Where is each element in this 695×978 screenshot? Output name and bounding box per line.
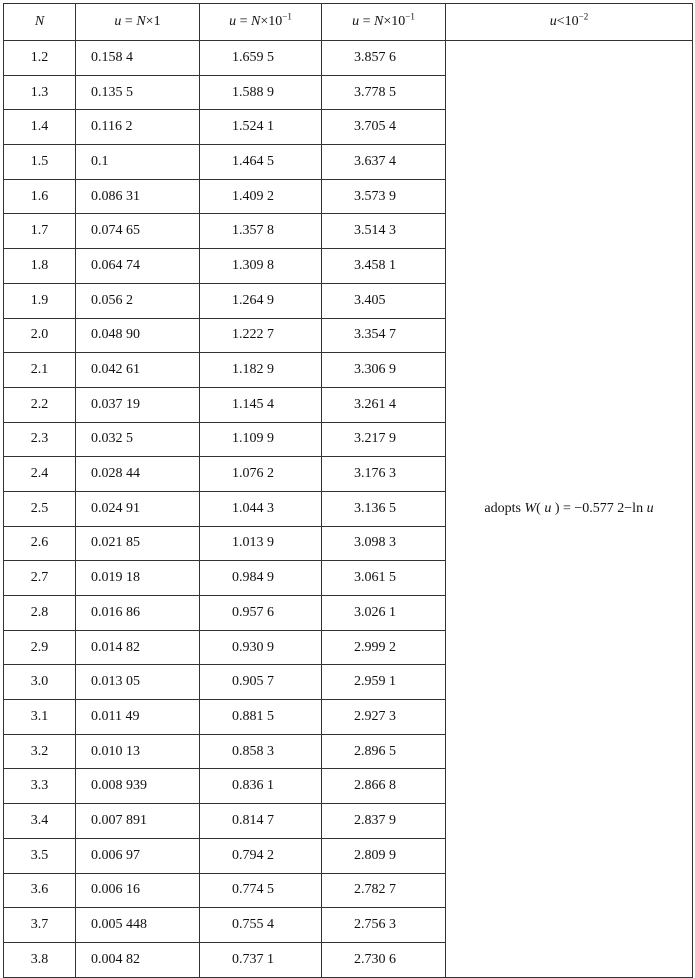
cell-u-n-times-1: 0.016 86 [76, 596, 200, 631]
cell-u-n-times-10-neg1-a: 1.044 3 [200, 491, 322, 526]
cell-u-n-times-10-neg1-a: 0.957 6 [200, 596, 322, 631]
cell-u-n-times-10-neg1-b: 3.637 4 [322, 145, 446, 180]
cell-u-n-times-10-neg1-b: 3.061 5 [322, 561, 446, 596]
cell-u-n-times-1: 0.116 2 [76, 110, 200, 145]
cell-u-n-times-10-neg1-a: 0.905 7 [200, 665, 322, 700]
cell-u-n-times-10-neg1-a: 1.659 5 [200, 41, 322, 76]
cell-n: 2.5 [4, 491, 76, 526]
header-u-n-times-1: u = N×1 [76, 4, 200, 41]
cell-u-n-times-1: 0.013 05 [76, 665, 200, 700]
cell-u-n-times-10-neg1-b: 2.866 8 [322, 769, 446, 804]
cell-u-n-times-10-neg1-a: 1.076 2 [200, 457, 322, 492]
cell-u-n-times-10-neg1-a: 0.737 1 [200, 942, 322, 977]
cell-n: 3.5 [4, 838, 76, 873]
cell-n: 2.6 [4, 526, 76, 561]
cell-u-n-times-1: 0.135 5 [76, 75, 200, 110]
cell-n: 1.7 [4, 214, 76, 249]
cell-u-n-times-1: 0.158 4 [76, 41, 200, 76]
cell-n: 2.3 [4, 422, 76, 457]
cell-n: 3.4 [4, 804, 76, 839]
cell-u-n-times-1: 0.037 19 [76, 387, 200, 422]
cell-u-n-times-10-neg1-b: 2.837 9 [322, 804, 446, 839]
cell-u-n-times-10-neg1-a: 0.881 5 [200, 700, 322, 735]
header-n: N [4, 4, 76, 41]
cell-u-n-times-1: 0.007 891 [76, 804, 200, 839]
cell-u-n-times-10-neg1-a: 0.755 4 [200, 908, 322, 943]
cell-u-n-times-1: 0.019 18 [76, 561, 200, 596]
cell-u-n-times-10-neg1-a: 0.774 5 [200, 873, 322, 908]
cell-n: 1.6 [4, 179, 76, 214]
cell-n: 3.7 [4, 908, 76, 943]
cell-u-n-times-10-neg1-b: 2.927 3 [322, 700, 446, 735]
cell-u-n-times-10-neg1-b: 2.730 6 [322, 942, 446, 977]
cell-u-n-times-10-neg1-a: 0.984 9 [200, 561, 322, 596]
cell-u-n-times-10-neg1-b: 3.176 3 [322, 457, 446, 492]
cell-u-n-times-10-neg1-a: 0.814 7 [200, 804, 322, 839]
cell-u-n-times-10-neg1-b: 3.514 3 [322, 214, 446, 249]
cell-u-n-times-1: 0.042 61 [76, 353, 200, 388]
cell-u-n-times-10-neg1-b: 2.809 9 [322, 838, 446, 873]
cell-u-n-times-1: 0.074 65 [76, 214, 200, 249]
cell-u-n-times-1: 0.024 91 [76, 491, 200, 526]
cell-u-n-times-10-neg1-a: 1.182 9 [200, 353, 322, 388]
cell-u-n-times-1: 0.008 939 [76, 769, 200, 804]
cell-u-n-times-1: 0.006 16 [76, 873, 200, 908]
cell-u-n-times-1: 0.086 31 [76, 179, 200, 214]
cell-u-n-times-10-neg1-a: 0.930 9 [200, 630, 322, 665]
cell-n: 2.7 [4, 561, 76, 596]
cell-u-n-times-1: 0.056 2 [76, 283, 200, 318]
header-u-less-than-10-neg2: $u<10^{-2}$ [446, 4, 693, 41]
cell-u-n-times-10-neg1-a: 1.264 9 [200, 283, 322, 318]
cell-u-n-times-1: 0.1 [76, 145, 200, 180]
cell-u-n-times-10-neg1-b: 3.857 6 [322, 41, 446, 76]
cell-n: 2.0 [4, 318, 76, 353]
cell-u-n-times-1: 0.005 448 [76, 908, 200, 943]
cell-u-n-times-10-neg1-a: 1.013 9 [200, 526, 322, 561]
cell-u-n-times-10-neg1-b: 2.782 7 [322, 873, 446, 908]
well-function-table [3, 3, 693, 978]
cell-n: 3.6 [4, 873, 76, 908]
cell-u-n-times-1: 0.048 90 [76, 318, 200, 353]
cell-n: 1.9 [4, 283, 76, 318]
approximation-note-cell: adopts W( u ) = −0.577 2−ln u [446, 41, 693, 978]
header-u-n-times-10-neg1-a: $u = N\times 10^{-1}$ [200, 4, 322, 41]
cell-u-n-times-10-neg1-a: 1.357 8 [200, 214, 322, 249]
cell-u-n-times-10-neg1-b: 3.136 5 [322, 491, 446, 526]
cell-u-n-times-10-neg1-a: 1.409 2 [200, 179, 322, 214]
cell-u-n-times-1: 0.010 13 [76, 734, 200, 769]
cell-u-n-times-10-neg1-b: 3.306 9 [322, 353, 446, 388]
cell-u-n-times-10-neg1-b: 3.098 3 [322, 526, 446, 561]
cell-u-n-times-1: 0.021 85 [76, 526, 200, 561]
cell-u-n-times-10-neg1-a: 1.524 1 [200, 110, 322, 145]
cell-u-n-times-10-neg1-b: 3.354 7 [322, 318, 446, 353]
cell-u-n-times-10-neg1-a: 1.309 8 [200, 249, 322, 284]
cell-u-n-times-10-neg1-a: 0.794 2 [200, 838, 322, 873]
cell-u-n-times-10-neg1-b: 2.999 2 [322, 630, 446, 665]
cell-n: 3.8 [4, 942, 76, 977]
cell-n: 1.8 [4, 249, 76, 284]
cell-u-n-times-10-neg1-b: 3.261 4 [322, 387, 446, 422]
cell-u-n-times-1: 0.004 82 [76, 942, 200, 977]
cell-u-n-times-10-neg1-b: 3.405 [322, 283, 446, 318]
cell-u-n-times-10-neg1-b: 3.458 1 [322, 249, 446, 284]
cell-u-n-times-1: 0.014 82 [76, 630, 200, 665]
table-row [4, 41, 693, 76]
header-u-n-times-10-neg1-b: $u = N\times 10^{-1}$ [322, 4, 446, 41]
cell-u-n-times-1: 0.006 97 [76, 838, 200, 873]
cell-u-n-times-1: 0.011 49 [76, 700, 200, 735]
cell-u-n-times-10-neg1-b: 3.026 1 [322, 596, 446, 631]
cell-u-n-times-10-neg1-a: 1.222 7 [200, 318, 322, 353]
cell-n: 2.2 [4, 387, 76, 422]
cell-u-n-times-1: 0.028 44 [76, 457, 200, 492]
cell-n: 1.4 [4, 110, 76, 145]
cell-u-n-times-10-neg1-a: 1.464 5 [200, 145, 322, 180]
cell-n: 3.0 [4, 665, 76, 700]
cell-u-n-times-10-neg1-a: 0.858 3 [200, 734, 322, 769]
cell-u-n-times-10-neg1-a: 1.588 9 [200, 75, 322, 110]
cell-n: 2.8 [4, 596, 76, 631]
cell-n: 2.1 [4, 353, 76, 388]
cell-u-n-times-10-neg1-a: 1.145 4 [200, 387, 322, 422]
cell-u-n-times-10-neg1-b: 3.778 5 [322, 75, 446, 110]
cell-u-n-times-1: 0.064 74 [76, 249, 200, 284]
cell-n: 2.9 [4, 630, 76, 665]
cell-u-n-times-10-neg1-b: 3.217 9 [322, 422, 446, 457]
cell-n: 3.1 [4, 700, 76, 735]
cell-n: 1.5 [4, 145, 76, 180]
cell-u-n-times-1: 0.032 5 [76, 422, 200, 457]
table-body [4, 41, 693, 978]
cell-n: 3.3 [4, 769, 76, 804]
cell-u-n-times-10-neg1-b: 2.896 5 [322, 734, 446, 769]
header-row [4, 4, 693, 41]
cell-u-n-times-10-neg1-b: 2.756 3 [322, 908, 446, 943]
cell-n: 3.2 [4, 734, 76, 769]
cell-u-n-times-10-neg1-a: 1.109 9 [200, 422, 322, 457]
cell-n: 2.4 [4, 457, 76, 492]
cell-n: 1.3 [4, 75, 76, 110]
cell-u-n-times-10-neg1-a: 0.836 1 [200, 769, 322, 804]
cell-n: 1.2 [4, 41, 76, 76]
cell-u-n-times-10-neg1-b: 2.959 1 [322, 665, 446, 700]
cell-u-n-times-10-neg1-b: 3.705 4 [322, 110, 446, 145]
cell-u-n-times-10-neg1-b: 3.573 9 [322, 179, 446, 214]
